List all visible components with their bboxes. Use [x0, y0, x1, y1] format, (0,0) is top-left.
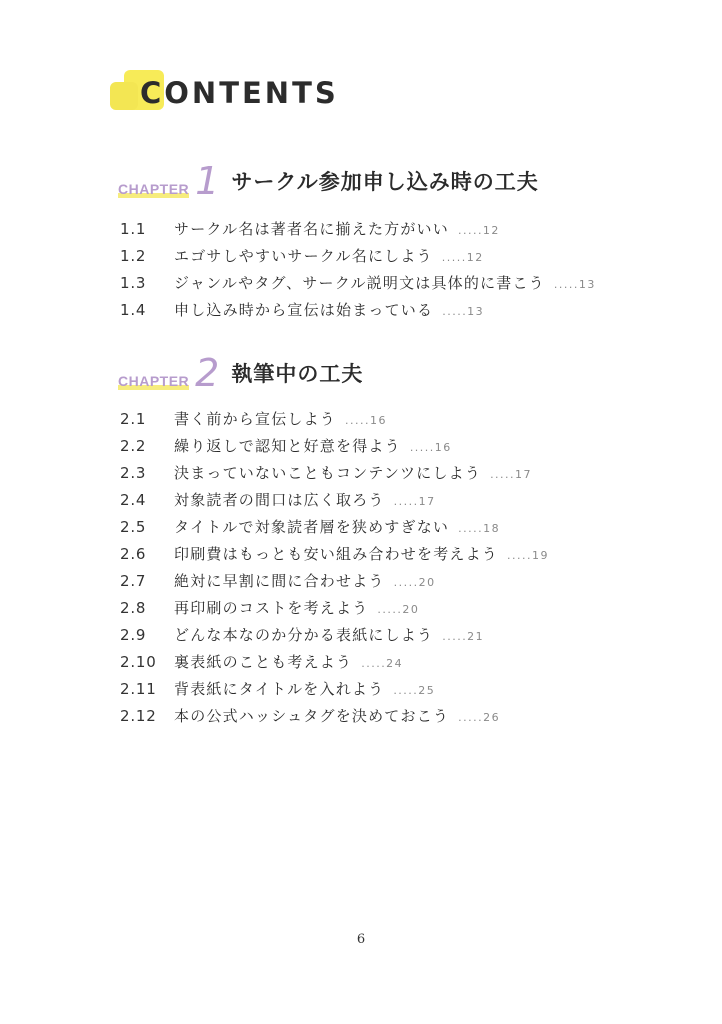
entry-page: .....20: [377, 603, 420, 616]
entry-title: エゴサしやすいサークル名にしよう: [174, 247, 433, 265]
entry-page: .....16: [409, 441, 452, 454]
entry-page: .....12: [457, 224, 500, 237]
entry-page: .....20: [393, 576, 436, 589]
entry-number: 1.1: [120, 220, 147, 238]
entry-title: サークル名は著者名に揃えた方がいい: [174, 220, 449, 238]
toc-entry[interactable]: [120, 597, 680, 624]
entry-title: 再印刷のコストを考えよう: [174, 599, 369, 617]
toc-entry[interactable]: [120, 245, 680, 272]
entry-number: 2.2: [120, 437, 147, 455]
entry-title: 背表紙にタイトルを入れよう: [174, 680, 385, 698]
entry-number: 2.5: [120, 518, 147, 536]
entry-number: 2.12: [120, 707, 157, 725]
chapter-2-heading: [118, 351, 678, 395]
entry-page: .....17: [393, 495, 436, 508]
chapter-title: サークル参加申し込み時の工夫: [231, 170, 539, 194]
entry-title: タイトルで対象読者層を狭めすぎない: [174, 518, 450, 536]
entry-page: .....12: [441, 251, 484, 264]
entry-number: 2.1: [120, 410, 147, 428]
entry-page: .....18: [458, 522, 501, 535]
entry-number: 2.6: [120, 545, 147, 563]
entry-number: 2.8: [120, 599, 147, 617]
entry-page: .....13: [553, 278, 596, 291]
contents-title: CONTENTS: [140, 76, 339, 110]
entry-title: 絶対に早割に間に合わせよう: [174, 572, 385, 590]
entry-title: 書く前から宣伝しよう: [174, 410, 337, 428]
toc-entry[interactable]: [120, 462, 680, 489]
entry-title: ジャンルやタグ、サークル説明文は具体的に書こう: [174, 274, 545, 292]
entry-number: 2.11: [120, 680, 157, 698]
chapter-1-entries: [120, 218, 680, 326]
page-number: 6: [356, 932, 366, 947]
toc-entry[interactable]: [120, 218, 680, 245]
entry-title: 繰り返しで認知と好意を得よう: [174, 437, 401, 455]
chapter-title: 執筆中の工夫: [231, 362, 364, 386]
chapter-number: 2: [195, 351, 220, 395]
toc-entry[interactable]: [120, 516, 680, 543]
entry-title: 印刷費はもっとも安い組み合わせを考えよう: [174, 545, 499, 563]
entry-title: 対象読者の間口は広く取ろう: [174, 491, 385, 509]
contents-header: [110, 70, 370, 120]
entry-title: 申し込み時から宣伝は始まっている: [174, 301, 434, 319]
yellow-square-decoration-small: [110, 82, 138, 110]
entry-number: 1.2: [120, 247, 147, 265]
chapter-label: CHAPTER: [118, 181, 189, 200]
toc-entry[interactable]: [120, 272, 680, 299]
chapter-number: 1: [195, 159, 220, 203]
toc-entry[interactable]: [120, 570, 680, 597]
entry-title: 本の公式ハッシュタグを決めておこう: [174, 707, 450, 725]
entry-number: 2.4: [120, 491, 147, 509]
toc-entry[interactable]: [120, 678, 680, 705]
chapter-label: CHAPTER: [118, 373, 189, 392]
entry-number: 2.3: [120, 464, 147, 482]
entry-number: 2.10: [120, 653, 157, 671]
entry-page: .....25: [393, 684, 436, 697]
entry-page: .....16: [345, 414, 387, 427]
entry-number: 2.7: [120, 572, 147, 590]
toc-entry[interactable]: [120, 408, 680, 435]
entry-title: 裏表紙のことも考えよう: [174, 653, 353, 671]
entry-title: どんな本なのか分かる表紙にしよう: [174, 626, 434, 644]
chapter-2-entries: [120, 408, 680, 732]
entry-number: 2.9: [120, 626, 147, 644]
toc-entry[interactable]: [120, 624, 680, 651]
chapter-1-heading: [118, 159, 678, 203]
entry-page: .....21: [442, 630, 485, 643]
entry-page: .....13: [442, 305, 485, 318]
entry-number: 1.3: [120, 274, 147, 292]
entry-title: 決まっていないこともコンテンツにしよう: [174, 464, 482, 482]
entry-page: .....24: [361, 657, 404, 670]
toc-entry[interactable]: [120, 489, 680, 516]
entry-page: .....19: [507, 549, 549, 562]
toc-entry[interactable]: [120, 705, 680, 732]
entry-page: .....26: [458, 711, 501, 724]
toc-entry[interactable]: [120, 299, 680, 326]
toc-entry[interactable]: [120, 543, 680, 570]
toc-entry[interactable]: [120, 435, 680, 462]
toc-entry[interactable]: [120, 651, 680, 678]
entry-page: .....17: [490, 468, 533, 481]
entry-number: 1.4: [120, 301, 147, 319]
